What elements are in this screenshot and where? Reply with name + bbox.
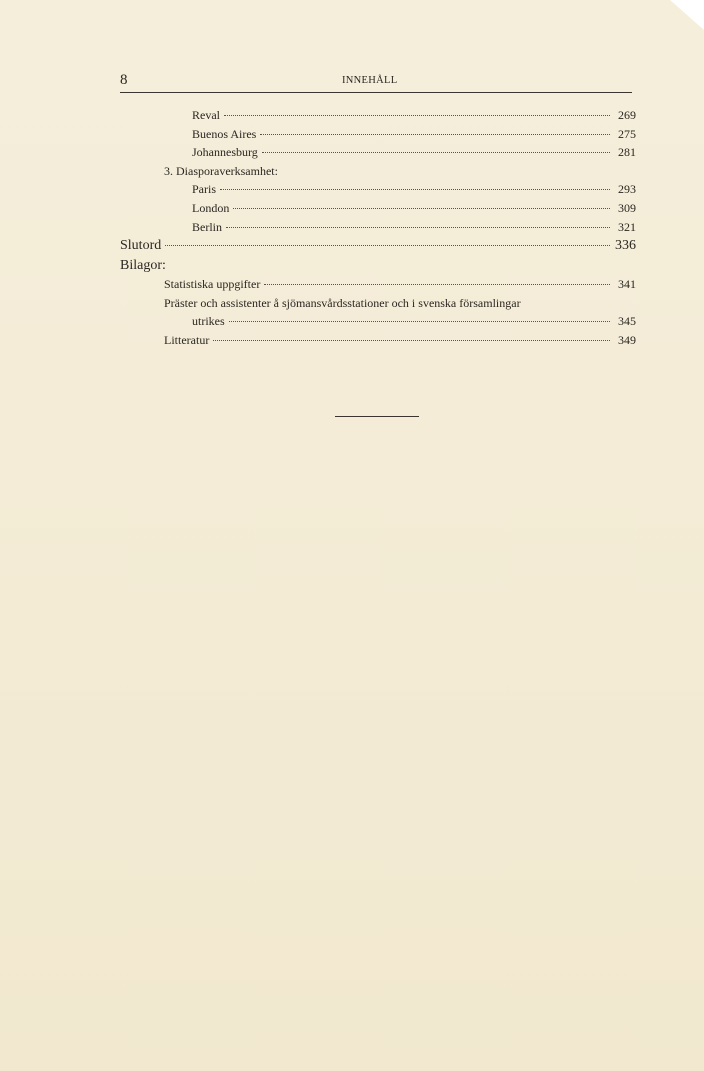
toc-entry-page: 345	[618, 314, 636, 329]
toc-entry-label: Litteratur	[164, 332, 210, 347]
toc-leader-dots	[220, 188, 610, 190]
toc-entry-page: 309	[618, 200, 636, 215]
page-number: 8	[120, 72, 128, 88]
toc-leader-dots	[213, 339, 610, 341]
toc-entry	[120, 201, 636, 220]
table-of-contents	[120, 108, 636, 352]
running-title: INNEHÅLL	[342, 75, 398, 86]
toc-leader-dots	[262, 151, 610, 153]
toc-entry-label: Berlin	[192, 219, 222, 234]
toc-entry-page: 275	[618, 126, 636, 141]
toc-entry	[120, 220, 636, 239]
toc-entry	[120, 296, 636, 315]
toc-entry-page: 293	[618, 182, 636, 197]
toc-leader-dots	[260, 133, 610, 135]
toc-entry-label: 3. Diasporaverksamhet:	[164, 163, 278, 178]
toc-entry-label: London	[192, 200, 230, 215]
toc-leader-dots	[165, 244, 610, 246]
end-divider	[335, 416, 419, 417]
toc-entry	[120, 333, 636, 352]
toc-entry-page: 336	[615, 238, 636, 254]
toc-entry	[120, 108, 636, 127]
toc-entry-label: Johannesburg	[192, 145, 258, 160]
toc-entry-label: Paris	[192, 182, 216, 197]
toc-leader-dots	[233, 207, 610, 209]
toc-entry-label: Bilagor:	[120, 257, 166, 273]
toc-entry-label: Statistiska uppgifter	[164, 277, 261, 292]
toc-leader-dots	[264, 283, 610, 285]
toc-entry-label: Reval	[192, 108, 220, 122]
toc-entry	[120, 164, 636, 183]
toc-entry-label: Slutord	[120, 238, 162, 254]
toc-entry	[120, 182, 636, 201]
toc-leader-dots	[226, 226, 610, 228]
toc-leader-dots	[229, 320, 610, 322]
toc-entry-page: 321	[618, 219, 636, 234]
toc-entry	[120, 127, 636, 146]
toc-entry	[120, 258, 636, 278]
page-header	[120, 70, 632, 93]
toc-entry	[120, 238, 636, 258]
toc-entry-page: 269	[618, 108, 636, 122]
toc-entry-page: 281	[618, 145, 636, 160]
toc-entry-label: utrikes	[192, 314, 225, 329]
toc-entry-page: 341	[618, 277, 636, 292]
toc-entry-label: Buenos Aires	[192, 126, 257, 141]
toc-entry	[120, 314, 636, 333]
toc-entry-page: 349	[618, 332, 636, 347]
toc-entry	[120, 145, 636, 164]
toc-leader-dots	[224, 114, 610, 116]
toc-entry	[120, 277, 636, 296]
toc-entry-label: Präster och assistenter å sjömansvårdsstationer och i svenska församlingar	[164, 295, 521, 310]
page-corner	[670, 0, 704, 30]
